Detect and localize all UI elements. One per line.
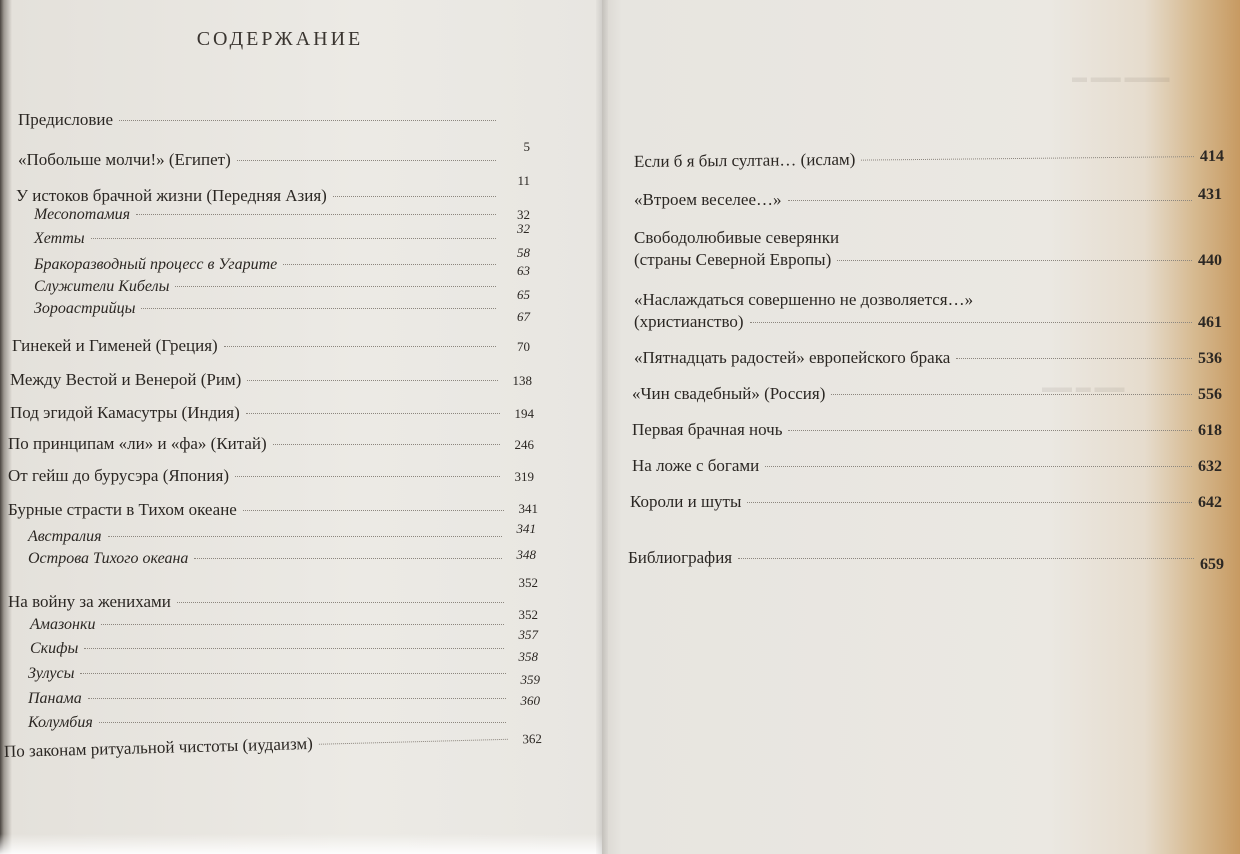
toc-entry[interactable] xyxy=(634,250,1222,270)
toc-entry-page: 341 xyxy=(518,501,538,516)
toc-entry-page: 431 xyxy=(1198,186,1222,203)
toc-entry[interactable] xyxy=(8,466,534,486)
toc-entry-label: По законам ритуальной чистоты (иудаизм) xyxy=(3,733,314,761)
toc-entry-label-line1: Свободолюбивые северянки xyxy=(634,228,840,247)
toc-subentry[interactable] xyxy=(28,690,540,708)
show-through-text: ▬▬ ▬ ▬▬ xyxy=(1042,380,1125,396)
toc-entry[interactable] xyxy=(632,420,1222,440)
leader-dots xyxy=(788,200,1192,201)
leader-dots xyxy=(333,196,496,197)
toc-entry-label: От гейш до бурусэра (Япония) xyxy=(8,466,229,485)
toc-entry[interactable] xyxy=(634,146,1224,172)
leader-dots xyxy=(273,444,500,445)
leader-dots xyxy=(283,264,496,265)
leader-dots xyxy=(247,380,498,381)
leader-dots xyxy=(765,466,1192,467)
toc-entry-page: 58 xyxy=(517,245,530,260)
toc-entry-label: Служители Кибелы xyxy=(34,278,170,295)
toc-entry[interactable] xyxy=(4,728,542,762)
toc-entry-label: «Побольше молчи!» (Египет) xyxy=(18,150,231,169)
show-through-text: ▬ ▬▬ ▬▬▬ xyxy=(1072,70,1170,86)
toc-subentry[interactable] xyxy=(34,206,530,236)
left-page xyxy=(0,0,602,854)
toc-entry-page: 63 xyxy=(517,263,530,278)
toc-entry-label: По принципам «ли» и «фа» (Китай) xyxy=(8,434,267,453)
leader-dots xyxy=(738,558,1194,559)
toc-entry-page: 67 xyxy=(517,309,530,324)
leader-dots xyxy=(177,602,504,603)
toc-entry[interactable] xyxy=(18,110,530,154)
toc-entry-page: 357 xyxy=(518,627,538,642)
toc-entry-label: Австралия xyxy=(28,528,102,545)
toc-entry-page: 348 xyxy=(516,547,536,562)
toc-entry-label: Хетты xyxy=(34,230,85,247)
leader-dots xyxy=(788,430,1192,431)
toc-entry-page: 618 xyxy=(1198,422,1222,439)
toc-entry-page: 138 xyxy=(512,373,532,388)
toc-entry-label: На ложе с богами xyxy=(632,456,760,475)
toc-entry-page: 32 xyxy=(517,221,530,236)
leader-dots xyxy=(80,673,506,674)
leader-dots xyxy=(224,346,496,347)
leader-dots xyxy=(831,394,1192,395)
toc-entry-label: На войну за женихами xyxy=(8,592,171,611)
right-page xyxy=(602,0,1240,854)
toc-subentry[interactable] xyxy=(30,640,538,664)
toc-subentry[interactable] xyxy=(34,256,530,278)
toc-entry-page: 319 xyxy=(514,469,534,484)
toc-entry-label: Скифы xyxy=(30,640,79,657)
toc-entry-label: У истоков брачной жизни (Передняя Азия) xyxy=(16,186,327,205)
toc-entry-label: Библиография xyxy=(628,548,733,567)
toc-entry[interactable] xyxy=(12,336,530,356)
leader-dots xyxy=(861,156,1194,160)
toc-entry-page: 32 xyxy=(517,207,530,222)
leader-dots xyxy=(243,510,504,511)
leader-dots xyxy=(194,558,502,559)
toc-entry-label: Острова Тихого океана xyxy=(28,550,189,567)
toc-subentry[interactable] xyxy=(28,547,536,568)
toc-entry[interactable] xyxy=(632,456,1222,476)
toc-subentry[interactable] xyxy=(28,665,540,687)
toc-entry-label: Если б я был султан… (ислам) xyxy=(633,149,856,171)
toc-entry-page: 362 xyxy=(522,730,543,747)
toc-entry-label: Первая брачная ночь xyxy=(632,420,783,439)
toc-entry-page: 70 xyxy=(517,339,530,354)
toc-entry-label: Амазонки xyxy=(30,616,96,633)
toc-entry-label: Короли и шуты xyxy=(630,492,742,511)
toc-entry-label: Колумбия xyxy=(28,714,93,731)
toc-entry-page: 440 xyxy=(1198,252,1222,269)
toc-entry-page: 358 xyxy=(518,649,538,664)
toc-entry[interactable] xyxy=(8,592,538,622)
toc-entry-page: 352 xyxy=(518,607,538,622)
toc-entry-label: Месопотамия xyxy=(34,206,131,223)
toc-entry-page: 360 xyxy=(520,693,540,708)
toc-entry-page: 341 xyxy=(516,521,536,536)
toc-entry[interactable] xyxy=(634,348,1222,368)
toc-subentry[interactable] xyxy=(34,278,530,302)
toc-entry[interactable] xyxy=(634,312,1222,332)
toc-entry-label: Под эгидой Камасутры (Индия) xyxy=(10,403,240,422)
leader-dots xyxy=(99,722,506,723)
toc-entry[interactable] xyxy=(8,434,534,454)
leader-dots xyxy=(136,214,496,215)
leader-dots xyxy=(101,624,504,625)
leader-dots xyxy=(88,698,506,699)
leader-dots xyxy=(175,286,496,287)
toc-entry-label: (страны Северной Европы) xyxy=(634,250,832,269)
leader-dots xyxy=(246,413,500,414)
toc-entry-page: 556 xyxy=(1198,386,1222,403)
page-title: СОДЕРЖАНИЕ xyxy=(196,28,364,50)
page-edge-highlight xyxy=(0,834,602,854)
toc-entry-label: Бракоразводный процесс в Угарите xyxy=(34,256,278,273)
toc-entry-label: «Чин свадебный» (Россия) xyxy=(632,384,826,403)
book-gutter xyxy=(596,0,608,854)
toc-entry-label: Зулусы xyxy=(28,665,75,682)
toc-entry[interactable] xyxy=(10,403,534,423)
toc-entry-page: 642 xyxy=(1198,494,1222,511)
leader-dots xyxy=(747,502,1192,503)
toc-entry-page: 461 xyxy=(1198,314,1222,331)
toc-entry-label: (христианство) xyxy=(634,312,744,331)
toc-entry[interactable] xyxy=(634,186,1222,210)
leader-dots xyxy=(237,160,496,161)
toc-entry-label: Между Вестой и Венерой (Рим) xyxy=(10,370,242,389)
toc-subentry[interactable] xyxy=(34,300,530,324)
leader-dots xyxy=(119,120,496,121)
toc-subentry[interactable] xyxy=(30,616,538,642)
toc-entry-page: 414 xyxy=(1199,147,1225,166)
toc-entry-label: Бурные страсти в Тихом океане xyxy=(8,500,237,519)
toc-entry-page: 65 xyxy=(517,287,530,302)
leader-dots xyxy=(837,260,1192,261)
toc-entry-page: 632 xyxy=(1198,458,1222,475)
toc-entry-page: 352 xyxy=(518,575,538,590)
toc-entry-label: Зороастрийцы xyxy=(34,300,136,317)
toc-subentry[interactable] xyxy=(34,230,530,260)
toc-entry-label-line1: «Наслаждаться совершенно не дозволяется…» xyxy=(634,290,974,309)
toc-entry[interactable] xyxy=(18,150,530,188)
toc-entry-page: 11 xyxy=(517,173,530,188)
toc-entry[interactable] xyxy=(10,370,532,390)
toc-entry[interactable] xyxy=(8,500,538,520)
toc-entry-page: 359 xyxy=(520,672,540,687)
toc-entry-page: 194 xyxy=(514,406,534,421)
leader-dots xyxy=(108,536,502,537)
leader-dots xyxy=(956,358,1192,359)
leader-dots xyxy=(84,648,504,649)
toc-entry[interactable] xyxy=(632,384,1222,404)
leader-dots xyxy=(91,238,496,239)
leader-dots xyxy=(750,322,1192,323)
toc-entry-page: 536 xyxy=(1198,350,1222,367)
leader-dots xyxy=(141,308,496,309)
leader-dots xyxy=(235,476,500,477)
toc-entry[interactable] xyxy=(628,548,1224,573)
leader-dots xyxy=(319,739,508,745)
toc-entry[interactable] xyxy=(630,492,1222,512)
toc-entry-page: 659 xyxy=(1200,556,1224,573)
toc-entry-page: 5 xyxy=(523,139,530,154)
toc-subentry[interactable] xyxy=(28,521,536,546)
toc-entry-label: «Пятнадцать радостей» европейского брака xyxy=(634,348,951,367)
toc-entry-label: Панама xyxy=(28,690,82,707)
toc-entry-page: 246 xyxy=(514,437,534,452)
toc-entry-label: Предисловие xyxy=(18,110,114,129)
toc-entry-label: Гинекей и Гименей (Греция) xyxy=(12,336,218,355)
toc-entry-label: «Втроем веселее…» xyxy=(634,190,782,209)
toc-entry xyxy=(8,575,538,591)
